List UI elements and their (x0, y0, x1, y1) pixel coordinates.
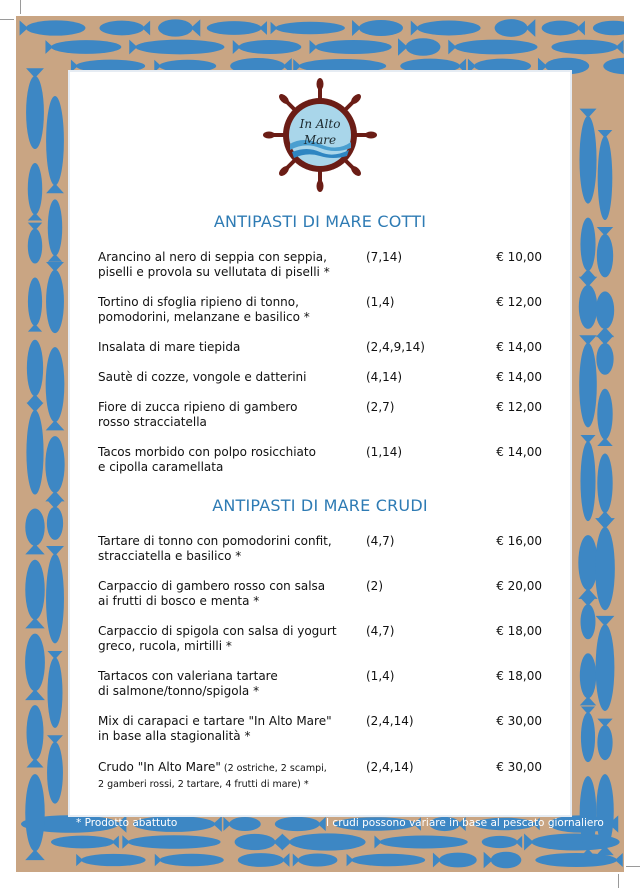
menu-item-name-line2: e cipolla caramellata (98, 460, 224, 474)
fish-icon (158, 19, 200, 36)
fish-icon (271, 22, 345, 34)
menu-item-price: € 18,00 (496, 624, 542, 638)
menu-item-name (98, 534, 363, 564)
menu-item-allergens: (4,7) (366, 624, 395, 638)
fish-icon (46, 347, 65, 430)
menu-item-name-line2: 2 gamberi rossi, 2 tartare, 4 frutti di mare) * (98, 779, 309, 790)
menu-item-name-line1: Carpaccio di gambero rosso con salsa (98, 579, 326, 593)
fish-icon (293, 59, 386, 73)
fish-icon (47, 735, 63, 803)
wheel-handle (263, 132, 285, 139)
footnote-crudi: I crudi possono variare in base al pescato giornaliero (326, 817, 604, 829)
menu-item-name-line1: Arancino al nero di seppia con seppia, (98, 250, 327, 264)
menu-item-name-line1: Crudo "In Alto Mare" (98, 760, 221, 774)
section-title-crudi: ANTIPASTI DI MARE CRUDI (212, 496, 428, 515)
fish-icon (482, 836, 522, 848)
menu-item-name-line1: Tartacos con valeriana tartare (98, 669, 278, 683)
fish-icon (580, 653, 596, 705)
fish-icon (27, 340, 43, 403)
menu-item-name-line2: di salmone/tonno/spigola * (98, 684, 260, 698)
fish-icon (28, 223, 42, 264)
fish-icon (347, 854, 426, 867)
fish-icon (374, 835, 467, 848)
menu-item-name-detail: (2 ostriche, 2 scampi, (220, 763, 327, 774)
fish-icon (551, 40, 623, 54)
fish-icon (46, 96, 64, 193)
menu-item-name-line2: piselli e provola su vellutata di piselli * (98, 265, 330, 279)
fish-icon (47, 651, 62, 728)
menu-item-name (98, 579, 363, 609)
menu-item-price: € 14,00 (496, 340, 542, 354)
fish-icon (45, 436, 64, 501)
menu-item-name-line2: in base alla stagionalità * (98, 729, 251, 743)
menu-item-allergens: (7,14) (366, 250, 403, 264)
menu-item-name (98, 669, 363, 699)
menu-item-name-line2: stracciatella e basilico * (98, 549, 242, 563)
menu-item-name (98, 340, 363, 355)
fish-icon (48, 199, 62, 261)
menu-item-name-line1: Tortino di sfoglia ripieno di tonno, (98, 295, 299, 309)
fish-icon (310, 40, 392, 54)
logo-text-line2: Mare (303, 133, 337, 147)
fish-icon (542, 21, 585, 36)
fish-icon (580, 435, 595, 521)
menu-item-name (98, 714, 363, 744)
fish-icon (235, 834, 283, 850)
fish-icon (76, 854, 145, 866)
fish-icon (580, 218, 595, 278)
fish-icon (28, 163, 42, 221)
fish-icon (581, 598, 596, 639)
menu-item-price: € 14,00 (496, 445, 542, 459)
menu-item-name-line1: Fiore di zucca ripieno di gambero (98, 400, 298, 414)
menu-item-name-line1: Tartare di tonno con pomodorini confit, (98, 534, 332, 548)
menu-item-allergens: (4,14) (366, 370, 403, 384)
fish-icon (25, 560, 44, 629)
fish-icon (597, 453, 612, 519)
menu-item-name-line2: rosso stracciatella (98, 415, 207, 429)
fish-icon (223, 817, 260, 831)
fish-icon (433, 853, 477, 868)
fish-icon (398, 38, 440, 56)
menu-item-price: € 12,00 (496, 400, 542, 414)
menu-item-price: € 20,00 (496, 579, 542, 593)
fish-icon (155, 854, 224, 866)
fish-icon (46, 546, 64, 643)
menu-item-price: € 14,00 (496, 370, 542, 384)
menu-item-name-line2: pomodorini, melanzane e basilico * (98, 310, 310, 324)
fish-icon (99, 21, 150, 36)
fish-icon (51, 836, 119, 849)
fish-icon (26, 403, 43, 495)
menu-item-allergens: (1,4) (366, 669, 395, 683)
fish-icon (27, 705, 44, 767)
menu-item-price: € 18,00 (496, 669, 542, 683)
crop-mark (0, 19, 14, 20)
fish-icon (597, 719, 612, 761)
fish-icon (293, 854, 338, 867)
menu-item-name-line1: Mix di carapaci e tartare "In Alto Mare" (98, 714, 332, 728)
fish-icon (25, 774, 44, 860)
menu-item-name (98, 250, 363, 280)
fish-icon (282, 833, 366, 850)
menu-item-name (98, 445, 363, 475)
menu-item-name-line2: ai frutti di bosco e menta * (98, 594, 260, 608)
menu-item-name-line2: greco, rucola, mirtilli * (98, 639, 232, 653)
fish-icon (25, 634, 45, 700)
menu-item-allergens: (2,4,9,14) (366, 340, 425, 354)
menu-item-name-line1: Tacos morbido con polpo rosicchiato (98, 445, 316, 459)
fish-icon (28, 278, 42, 332)
fish-icon (598, 130, 613, 220)
menu-item-name (98, 370, 363, 385)
fish-icon (579, 109, 596, 204)
fish-icon (46, 262, 64, 333)
fish-icon (411, 21, 481, 36)
menu-item-name-line1: Carpaccio di spigola con salsa di yogurt (98, 624, 337, 638)
wheel-handle (317, 170, 324, 192)
menu-item-allergens: (2,4,14) (366, 760, 414, 774)
crop-mark (626, 866, 640, 867)
crop-mark (618, 874, 619, 888)
fish-icon (47, 500, 63, 540)
fish-icon (495, 19, 536, 37)
fish-icon (45, 40, 121, 54)
menu-item-price: € 12,00 (496, 295, 542, 309)
fish-icon (593, 21, 624, 36)
menu-item-price: € 16,00 (496, 534, 542, 548)
fish-icon (275, 817, 326, 831)
menu-item-name (98, 400, 363, 430)
fish-icon (20, 20, 86, 35)
menu-item-name-line1: Insalata di mare tiepida (98, 340, 241, 354)
fish-icon (352, 20, 403, 36)
fish-icon (596, 616, 615, 711)
fish-icon (25, 509, 44, 555)
menu-item-allergens: (4,7) (366, 534, 395, 548)
menu-item-price: € 30,00 (496, 714, 542, 728)
fish-icon (581, 707, 595, 763)
menu-item-price: € 30,00 (496, 760, 542, 774)
menu-item-allergens: (2,7) (366, 400, 395, 414)
fish-icon (207, 21, 267, 35)
menu-item-name (98, 295, 363, 325)
fish-icon (26, 68, 44, 149)
section-title-cotti: ANTIPASTI DI MARE COTTI (213, 212, 427, 231)
fish-icon (596, 291, 614, 337)
fish-icon (484, 852, 522, 869)
fish-icon (579, 335, 597, 427)
fish-icon (238, 853, 290, 867)
fish-icon (578, 535, 597, 599)
menu-item-name (98, 760, 363, 792)
fish-icon (579, 277, 597, 329)
menu-item-name-line1: Sautè di cozze, vongole e datterini (98, 370, 307, 384)
menu-item-allergens: (1,4) (366, 295, 395, 309)
fish-icon (233, 40, 302, 54)
fish-icon (154, 60, 216, 73)
fish-icon (597, 227, 613, 277)
fish-icon (595, 518, 615, 610)
fish-icon (603, 58, 624, 75)
menu-item-name (98, 624, 363, 654)
footnote-prodotto-abattuto: * Prodotto abattuto (76, 817, 178, 829)
fish-icon (597, 389, 612, 446)
ship-wheel-icon (263, 76, 377, 194)
wheel-handle (317, 78, 324, 100)
fish-icon (596, 336, 613, 375)
menu-item-allergens: (2,4,14) (366, 714, 414, 728)
fish-icon (129, 40, 224, 55)
logo-text-line1: In Alto (299, 117, 341, 131)
wheel-handle (355, 132, 377, 139)
crop-mark (20, 0, 21, 14)
menu-item-allergens: (2) (366, 579, 383, 593)
fish-icon (71, 60, 145, 73)
fish-icon (122, 835, 220, 849)
menu-item-allergens: (1,14) (366, 445, 403, 459)
fish-icon (448, 40, 537, 55)
menu-item-price: € 10,00 (496, 250, 542, 264)
